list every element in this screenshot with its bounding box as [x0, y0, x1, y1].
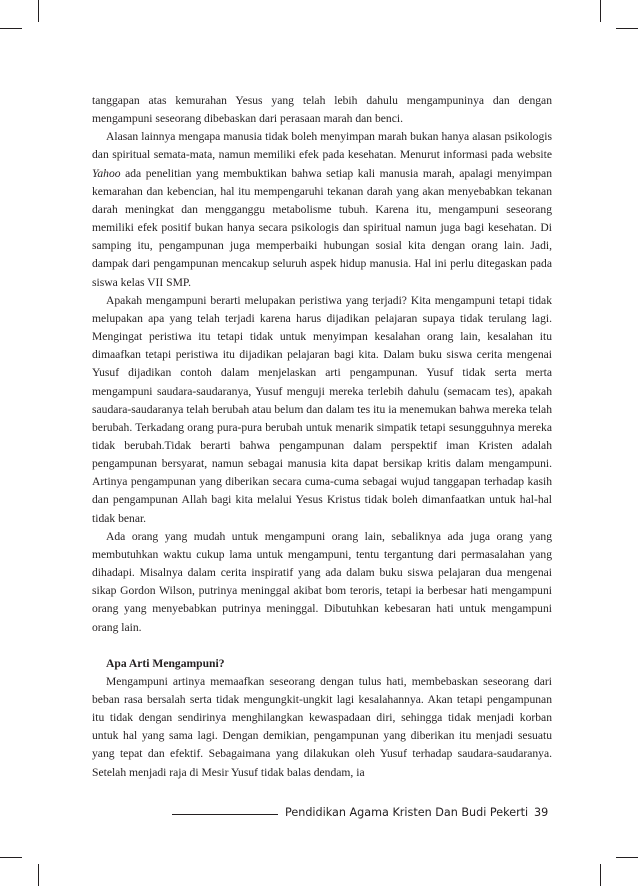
page-number: 39: [534, 806, 549, 819]
crop-mark: [0, 857, 22, 858]
crop-mark: [38, 0, 39, 22]
paragraph: Ada orang yang mudah untuk mengampuni orang lain, sebaliknya ada juga orang yang membutuhkan waktu cukup lama untuk mengampuni, tentu tergantung dari permasalahan yang dihadapi. Misalnya dalam cerita inspiratif yang ada dalam buku siswa pelajaran dua mengenai sikap Gordon Wilson, putrinya meninggal akibat bom teroris, tetapi ia berbesar hati mengampuni orang yang menyebabkan putrinya meninggal. Dibutuhkan kebesaran hati untuk mengampuni orang lain.: [92, 529, 552, 634]
paragraph: [92, 128, 552, 291]
crop-mark: [0, 28, 22, 29]
crop-mark: [600, 0, 601, 22]
website-name: Yahoo: [92, 166, 121, 180]
body-text: [92, 92, 552, 782]
paragraph: Mengampuni artinya memaafkan seseorang dengan tulus hati, membebaskan seseorang dari beban rasa bersalah serta tidak mengungkit-ungkit lagi kesalahannya. Akan tetapi pengampunan itu tidak dengan sendirinya menghilangkan kewaspadaan diri, sehingga tidak menjadi korban untuk hal yang sama lagi. Dengan demikian, pengampunan yang diberikan itu menjadi sesuatu yang tepat dan efektif. Sebagaimana yang dilakukan oleh Yusuf terhadap saudara-saudaranya. Setelah menjadi raja di Mesir Yusuf tidak balas dendam, ia: [92, 674, 552, 779]
crop-mark: [38, 864, 39, 886]
page-footer: [0, 804, 638, 824]
paragraph-part: ada penelitian yang membuktikan bahwa setiap kali manusia marah, apalagi menyimpan kemarahan dan kebencian, hal itu mempengaruhi tekanan darah yang akan menyebabkan tekanan darah meningkat dan mengganggu metabolisme tubuh. Karena itu, mengampuni seseorang memiliki efek positif bukan hanya secara psikologis dan spiritual namun juga bagi kesehatan. Di samping itu, pengampunan juga memperbaiki hubungan sosial kita dengan orang lain. Jadi, dampak dari pengampunan mencakup seluruh aspek hidup manusia. Hal ini perlu ditegaskan pada siswa kelas VII SMP.: [92, 166, 552, 289]
paragraph: Apakah mengampuni berarti melupakan peristiwa yang terjadi? Kita mengampuni tetapi tidak melupakan apa yang telah terjadi karena harus dijadikan pelajaran supaya tidak terulang lagi. Mengingat peristiwa itu tetapi tidak untuk menyimpan kesalahan orang lain, kesalahan itu dimaafkan tetapi peristiwa itu dijadikan pelajaran bagi kita. Dalam buku siswa cerita mengenai Yusuf dijadikan contoh dalam menjelaskan arti pengampunan. Yusuf tidak serta merta mengampuni saudara-saudaranya, Yusuf menguji mereka terlebih dahulu (semacam tes), apakah saudara-saudaranya telah berubah atau belum dan dalam tes itu ia menemukan bahwa mereka telah berubah. Terkadang orang pura-pura berubah untuk menarik simpatik tetapi sesungguhnya mereka tidak berubah.Tidak berarti bahwa pengampunan dalam perspektif iman Kristen adalah pengampunan bersyarat, namun sebagai manusia kita dapat bersikap kritis dalam mengampuni. Artinya pengampunan yang diberikan secara cuma-cuma sebagai wujud tanggapan terhadap kasih dan pengampunan Allah bagi kita melalui Yesus Kristus tidak boleh dimanfaatkan untuk hal-hal tidak benar.: [92, 293, 552, 525]
paragraph: tanggapan atas kemurahan Yesus yang telah lebih dahulu mengampuninya dan dengan mengampuni seseorang dibebaskan dari perasaan marah dan benci.: [92, 94, 552, 126]
paragraph-part: Alasan lainnya mengapa manusia tidak boleh menyimpan marah bukan hanya alasan psikologis dan spiritual semata-mata, namun memiliki efek pada kesehatan. Menurut informasi pada website: [92, 130, 552, 162]
crop-mark: [616, 857, 638, 858]
footer-rule: [172, 814, 278, 815]
footer-book-title: Pendidikan Agama Kristen Dan Budi Pekerti: [285, 806, 529, 819]
crop-mark: [600, 864, 601, 886]
crop-mark: [616, 28, 638, 29]
section-heading: Apa Arti Mengampuni?: [106, 656, 225, 670]
